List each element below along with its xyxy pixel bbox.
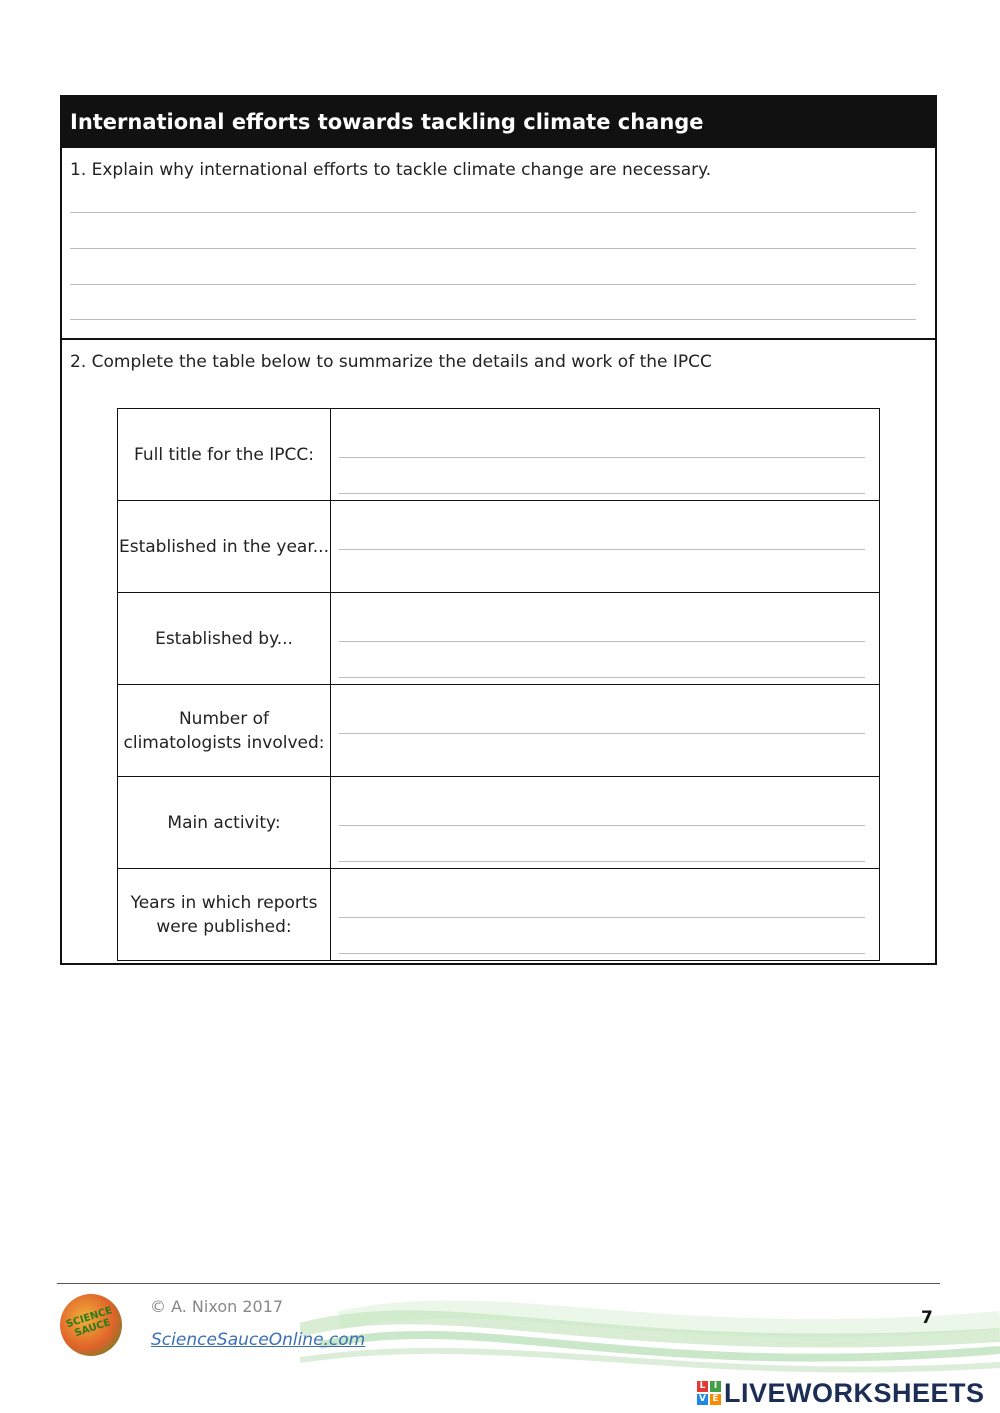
row-label-climatologists: Number of climatologists involved: bbox=[118, 685, 331, 777]
row-label-full-title: Full title for the IPCC: bbox=[118, 409, 331, 501]
ipcc-table bbox=[117, 408, 880, 961]
answer-line[interactable] bbox=[339, 677, 865, 678]
question-1-text: 1. Explain why international efforts to tackle climate change are necessary. bbox=[70, 160, 712, 180]
table-row bbox=[118, 501, 880, 593]
copyright-text: © A. Nixon 2017 bbox=[150, 1297, 284, 1316]
row-label-established-by: Established by... bbox=[118, 593, 331, 685]
answer-line[interactable] bbox=[339, 953, 865, 954]
page-number: 7 bbox=[921, 1308, 933, 1328]
row-label-main-activity: Main activity: bbox=[118, 777, 331, 869]
website-link[interactable]: ScienceSauceOnline.com bbox=[151, 1330, 366, 1350]
table-row bbox=[118, 593, 880, 685]
answer-line[interactable] bbox=[339, 457, 865, 458]
answer-line[interactable] bbox=[339, 861, 865, 862]
row-label-established-year: Established in the year... bbox=[118, 501, 331, 593]
answer-line[interactable] bbox=[70, 248, 916, 249]
table-row bbox=[118, 685, 880, 777]
answer-line[interactable] bbox=[339, 825, 865, 826]
answer-line[interactable] bbox=[339, 641, 865, 642]
answer-line[interactable] bbox=[339, 917, 865, 918]
science-sauce-logo bbox=[60, 1294, 122, 1356]
table-row bbox=[118, 869, 880, 961]
footer-divider bbox=[57, 1283, 940, 1284]
answer-line[interactable] bbox=[339, 733, 865, 734]
logo-text: SCIENCE SAUCE bbox=[64, 1305, 114, 1340]
answer-line[interactable] bbox=[339, 493, 865, 494]
row-label-report-years: Years in which reports were published: bbox=[118, 869, 331, 961]
answer-line[interactable] bbox=[70, 319, 916, 320]
answer-cell-climatologists[interactable] bbox=[331, 685, 880, 777]
answer-line[interactable] bbox=[70, 212, 916, 213]
table-row bbox=[118, 409, 880, 501]
liveworksheets-text: LIVEWORKSHEETS bbox=[724, 1377, 985, 1408]
question-2-block bbox=[62, 340, 935, 963]
liveworksheets-watermark bbox=[697, 1378, 985, 1408]
table-row bbox=[118, 777, 880, 869]
answer-line[interactable] bbox=[339, 549, 865, 550]
worksheet-section bbox=[60, 95, 937, 965]
question-1-block bbox=[62, 148, 935, 340]
answer-line[interactable] bbox=[70, 284, 916, 285]
green-swoosh-decoration bbox=[300, 1290, 1000, 1390]
answer-cell-established-year[interactable] bbox=[331, 501, 880, 593]
answer-cell-full-title[interactable] bbox=[331, 409, 880, 501]
question-2-text: 2. Complete the table below to summarize the details and work of the IPCC bbox=[70, 352, 712, 372]
liveworksheets-badge-icon: L I V E bbox=[697, 1381, 721, 1405]
section-title: International efforts towards tackling climate change bbox=[62, 97, 935, 148]
answer-cell-established-by[interactable] bbox=[331, 593, 880, 685]
answer-cell-report-years[interactable] bbox=[331, 869, 880, 961]
answer-cell-main-activity[interactable] bbox=[331, 777, 880, 869]
